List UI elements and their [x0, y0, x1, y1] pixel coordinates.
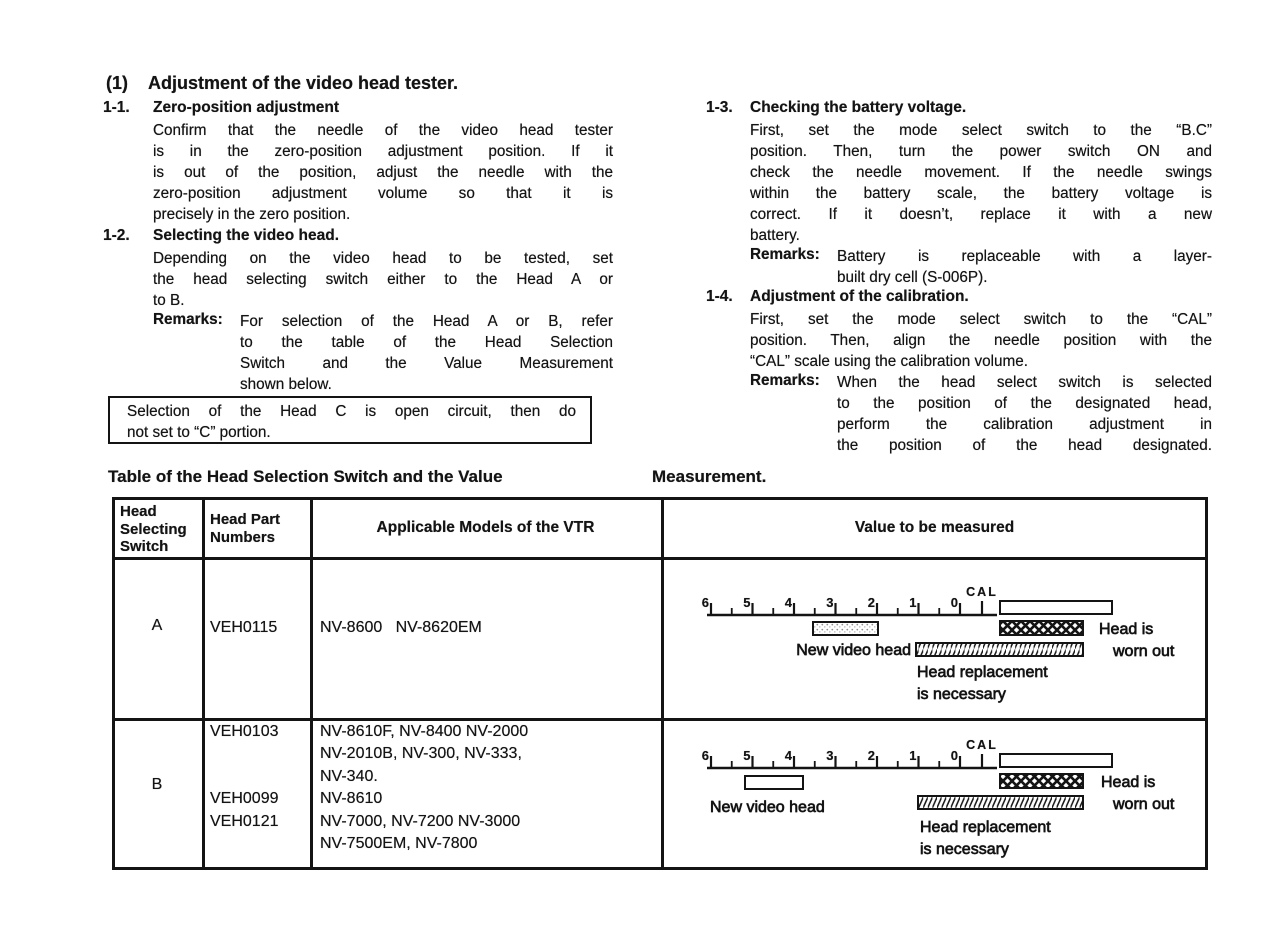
text-line: Switch — [120, 538, 169, 555]
item-1-4-remarks — [837, 372, 1212, 456]
header-head-part-numbers — [210, 511, 308, 546]
range-bar-cross — [1000, 774, 1083, 788]
text-line — [210, 766, 308, 788]
table-divider-col2 — [310, 497, 313, 870]
range-bar-diag — [918, 796, 1083, 809]
text-line: When the head select switch is selected — [837, 374, 1212, 391]
text-line: Confirm that the needle of the video head tester — [153, 122, 613, 139]
text-line: First, set the mode select switch to the “CAL” — [750, 311, 1212, 328]
section-number: (1) — [106, 73, 128, 93]
item-1-3-number: 1-3. — [706, 99, 733, 116]
scale-tick-label: 4 — [784, 595, 792, 610]
text-line: VEH0115 — [210, 619, 278, 636]
item-1-4-body — [750, 309, 1212, 372]
scale-tick-label: 1 — [909, 748, 917, 763]
text-line: For selection of the Head A or B, refer — [240, 313, 613, 330]
item-1-3-remarks-label: Remarks: — [750, 246, 820, 263]
table-divider-col1 — [202, 497, 205, 870]
text-line: check the needle movement. If the needle swings — [750, 164, 1212, 181]
text-line: not set to “C” portion. — [127, 424, 271, 441]
scale-tick-label: 3 — [826, 748, 834, 763]
scale-tick-label: 5 — [743, 595, 751, 610]
text-line: VEH0121 — [210, 812, 279, 830]
text-line: First, set the mode select switch to the “B.C” — [750, 122, 1212, 139]
text-line: Selection of the Head C is open circuit, then do — [127, 403, 576, 420]
text-line: NV-7500EM, NV-7800 — [320, 834, 478, 852]
scale-tick-label: 6 — [701, 748, 709, 763]
item-1-2-heading: Selecting the video head. — [153, 227, 340, 244]
range-bar-stipple — [813, 622, 878, 635]
text-line: NV-8600 NV-8620EM — [320, 619, 482, 636]
diagram-label: New video head — [796, 642, 911, 659]
scale-tick-label: 0 — [950, 748, 958, 763]
diagram-label: Head replacement — [917, 664, 1048, 681]
item-1-4-heading: Adjustment of the calibration. — [750, 288, 969, 305]
head-selection-table — [112, 497, 1208, 870]
item-1-2-number: 1-2. — [103, 227, 130, 244]
text-line: Head Part — [210, 511, 281, 528]
scale-tick-label: 4 — [784, 748, 792, 763]
diagram-label: worn out — [1113, 796, 1175, 813]
scale-tick-label: 1 — [909, 595, 917, 610]
item-1-3-body — [750, 120, 1212, 246]
text-line: built dry cell (S-006P). — [837, 269, 988, 286]
text-line: shown below. — [240, 376, 332, 393]
text-line: the position of the head designated. — [837, 437, 1212, 454]
text-line: position. Then, turn the power switch ON and — [750, 143, 1212, 160]
item-1-2-remarks — [240, 311, 613, 395]
range-bar-plain — [1000, 754, 1112, 767]
text-line: NV-8610 — [320, 790, 383, 808]
scale-tick-label: 2 — [867, 595, 875, 610]
row-b-switch: B — [151, 776, 163, 793]
cal-label: CAL — [966, 738, 998, 752]
text-line: NV-7000, NV-7200 NV-3000 — [320, 812, 521, 830]
text-line: Depending on the video head to be tested, set — [153, 250, 613, 267]
text-line: NV-8610F, NV-8400 NV-2000 — [320, 723, 529, 740]
text-line: VEH0099 — [210, 790, 279, 808]
text-line: battery. — [750, 227, 800, 244]
diagram-label: is necessary — [920, 841, 1009, 858]
header-value-to-be-measured: Value to be measured — [854, 519, 1015, 536]
text-line: precisely in the zero position. — [153, 206, 351, 223]
range-bar-plain — [1000, 601, 1112, 614]
item-1-1-body — [153, 120, 613, 225]
row-a-models — [320, 617, 660, 639]
item-1-2-body — [153, 248, 613, 311]
text-line: position. Then, align the needle position with the — [750, 332, 1212, 349]
range-bar-plain — [745, 776, 803, 789]
text-line: Head — [120, 503, 157, 520]
scale-tick-label: 3 — [826, 595, 834, 610]
item-1-3-remarks — [837, 246, 1212, 288]
text-line: Selecting — [120, 520, 187, 538]
text-line: zero-position adjustment volume so that it is — [153, 185, 613, 202]
row-b-part-numbers — [210, 721, 308, 855]
text-line — [210, 833, 308, 855]
item-1-1-heading: Zero-position adjustment — [153, 99, 339, 116]
diagram-label: Head is — [1101, 774, 1156, 791]
header-head-selecting-switch — [120, 503, 200, 556]
text-line: to the position of the designated head, — [837, 395, 1212, 412]
diagram-label: Head is — [1099, 621, 1154, 638]
text-line: to B. — [153, 292, 185, 309]
item-1-4-remarks-label: Remarks: — [750, 372, 820, 389]
scale-tick-label: 2 — [867, 748, 875, 763]
diagram-label: New video head — [710, 799, 825, 816]
row-a-switch: A — [151, 617, 163, 634]
text-line: within the battery scale, the battery voltage is — [750, 185, 1212, 202]
text-line: Switch and the Value Measurement — [240, 355, 613, 372]
text-line: is in the zero-position adjustment position. If it — [153, 143, 613, 160]
item-1-3-heading: Checking the battery voltage. — [750, 99, 967, 116]
section-title-text: Adjustment of the video head tester. — [148, 73, 459, 93]
cal-label: CAL — [966, 585, 998, 599]
diagram-label: Head replacement — [920, 819, 1051, 836]
row-a-part-numbers — [210, 617, 308, 639]
scale-tick-label: 0 — [950, 595, 958, 610]
text-line: Battery is replaceable with a layer- — [837, 248, 1212, 265]
text-line: the head selecting switch either to the Head A or — [153, 271, 613, 288]
row-b-models — [320, 721, 660, 855]
text-line: correct. If it doesn’t, replace it with a new — [750, 206, 1212, 223]
text-line: NV-2010B, NV-300, NV-333, — [320, 745, 522, 763]
scale-tick-label: 6 — [701, 595, 709, 610]
range-bar-cross — [1000, 621, 1083, 635]
section-title — [106, 73, 458, 94]
diagram-label: worn out — [1113, 643, 1175, 660]
text-line: NV-340. — [320, 767, 378, 785]
table-title-left: Table of the Head Selection Switch and the Value — [108, 467, 503, 486]
head-c-note-box — [108, 396, 592, 444]
text-line: VEH0103 — [210, 723, 279, 740]
diagram-label: is necessary — [917, 686, 1006, 703]
text-line: Numbers — [210, 528, 276, 546]
range-bar-diag — [916, 643, 1083, 656]
text-line: to the table of the Head Selection — [240, 334, 613, 351]
item-1-2-remarks-label: Remarks: — [153, 311, 223, 328]
head-wear-scale-diagram-a — [661, 558, 1205, 716]
head-c-note-text — [127, 401, 576, 443]
head-wear-scale-diagram-b — [661, 718, 1205, 867]
text-line: perform the calibration adjustment in — [837, 416, 1212, 433]
text-line: “CAL” scale using the calibration volume. — [750, 353, 1029, 370]
header-applicable-models: Applicable Models of the VTR — [376, 519, 595, 536]
item-1-1-number: 1-1. — [103, 99, 130, 116]
scale-tick-label: 5 — [743, 748, 751, 763]
item-1-4-number: 1-4. — [706, 288, 733, 305]
text-line — [210, 743, 308, 765]
text-line: is out of the position, adjust the needle with the — [153, 164, 613, 181]
table-title-right: Measurement. — [652, 467, 767, 486]
